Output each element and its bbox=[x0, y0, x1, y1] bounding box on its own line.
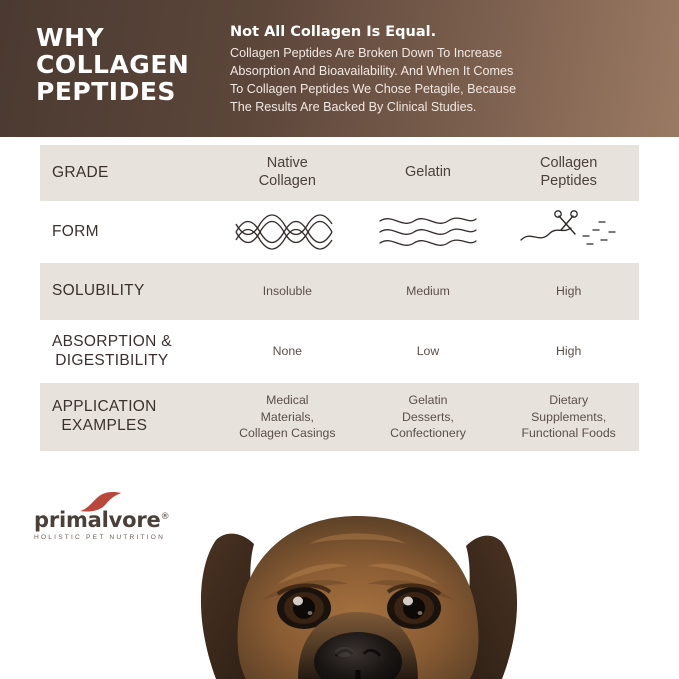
brand-name-text: primalvore bbox=[34, 508, 161, 532]
cell-solubility-gelatin: Medium bbox=[358, 263, 499, 320]
brand-logo bbox=[34, 508, 194, 541]
header-subtitle: Not All Collagen Is Equal. bbox=[230, 24, 437, 40]
header-body-line-1: Collagen Peptides Are Broken Down To Increase bbox=[230, 46, 503, 60]
table-row-form bbox=[40, 201, 639, 263]
row-label-absorption-line-2: DIGESTIBILITY bbox=[55, 351, 169, 369]
header-body-line-2: Absorption And Bioavailability. And When It Comes bbox=[230, 63, 514, 78]
cell-application-gelatin bbox=[358, 383, 499, 451]
column-header-collagen-peptides-line-1: Collagen bbox=[540, 155, 598, 172]
column-header-native-collagen-line-1: Native bbox=[266, 155, 308, 172]
brand-tagline: HOLISTIC PET NUTRITION bbox=[34, 534, 166, 541]
cell-solubility-native-collagen: Insoluble bbox=[217, 263, 358, 320]
registered-mark: ® bbox=[160, 512, 170, 522]
cell-application-native-line-3: Collagen Casings bbox=[239, 426, 336, 441]
table-row-absorption bbox=[40, 320, 639, 383]
cell-application-native-collagen bbox=[217, 383, 358, 451]
headline-line-3: PEPTIDES bbox=[36, 77, 176, 106]
row-label-form bbox=[40, 201, 217, 263]
column-header-collagen-peptides-line-2: Peptides bbox=[540, 173, 597, 189]
row-label-solubility bbox=[40, 263, 217, 320]
cell-application-native-line-1: Medical bbox=[266, 393, 309, 408]
cell-solubility-collagen-peptides: High bbox=[498, 263, 639, 320]
header-banner bbox=[0, 0, 679, 137]
cell-absorption-collagen-peptides: High bbox=[498, 320, 639, 383]
column-header-native-collagen bbox=[217, 145, 358, 201]
scissors-cut-peptides-icon bbox=[498, 201, 639, 263]
column-header-gelatin bbox=[358, 145, 499, 201]
brand-name bbox=[34, 508, 194, 532]
header-body-line-3: To Collagen Peptides We Chose Petagile, Because bbox=[230, 81, 517, 96]
cell-application-native-line-2: Materials, bbox=[260, 409, 314, 424]
triple-helix-icon bbox=[217, 201, 358, 263]
cell-application-peptides-line-1: Dietary bbox=[549, 393, 589, 408]
cell-absorption-native-collagen: None bbox=[217, 320, 358, 383]
cell-form-native-collagen bbox=[217, 201, 358, 263]
headline-line-2: COLLAGEN bbox=[36, 50, 190, 79]
dog-photo bbox=[158, 480, 558, 679]
table-row-grade bbox=[40, 145, 639, 201]
comparison-table bbox=[0, 145, 679, 451]
row-label-application-examples bbox=[40, 383, 217, 451]
cell-application-peptides-line-3: Functional Foods bbox=[521, 426, 616, 441]
page-title bbox=[36, 24, 226, 105]
header-body bbox=[230, 45, 657, 117]
headline-line-1: WHY bbox=[36, 23, 105, 52]
cell-absorption-gelatin: Low bbox=[358, 320, 499, 383]
row-label-grade bbox=[40, 145, 217, 201]
cell-application-gelatin-line-2: Desserts, bbox=[402, 409, 454, 424]
row-label-application-line-2: EXAMPLES bbox=[61, 417, 148, 434]
column-header-collagen-peptides bbox=[498, 145, 639, 201]
table-row-solubility bbox=[40, 263, 639, 320]
cell-form-collagen-peptides bbox=[498, 201, 639, 263]
column-header-native-collagen-line-2: Collagen bbox=[258, 173, 316, 189]
cell-application-gelatin-line-3: Confectionery bbox=[390, 426, 466, 441]
header-headline-block bbox=[36, 18, 226, 105]
footer-photo-area bbox=[0, 480, 679, 679]
table-row-application-examples bbox=[40, 383, 639, 451]
header-body-line-4: The Results Are Backed By Clinical Studies. bbox=[230, 99, 477, 114]
row-label-application-line-1: APPLICATION bbox=[52, 398, 157, 416]
row-label-solubility-text: SOLUBILITY bbox=[52, 282, 145, 300]
cell-form-gelatin bbox=[358, 201, 499, 263]
wavy-strands-icon bbox=[358, 201, 499, 263]
header-description-block bbox=[226, 18, 657, 117]
row-label-absorption bbox=[40, 320, 217, 383]
cell-application-collagen-peptides bbox=[498, 383, 639, 451]
row-label-grade-text: GRADE bbox=[52, 163, 109, 181]
row-label-absorption-line-1: ABSORPTION & bbox=[52, 332, 172, 350]
cell-application-gelatin-line-1: Gelatin bbox=[408, 393, 448, 408]
row-label-form-text: FORM bbox=[52, 222, 99, 240]
cell-application-peptides-line-2: Supplements, bbox=[531, 409, 607, 424]
column-header-gelatin-line-1: Gelatin bbox=[405, 164, 451, 181]
